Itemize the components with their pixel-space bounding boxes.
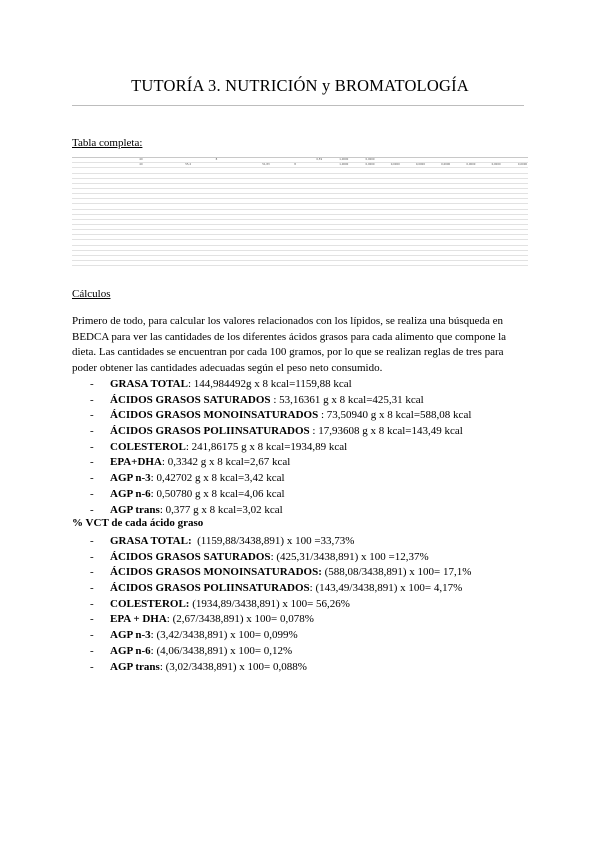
table-cell: 0,0000 bbox=[502, 163, 528, 168]
table-cell bbox=[376, 266, 401, 268]
list-item: - ÁCIDOS GRASOS SATURADOS : 53,16361 g x 8 kcal=425,31 kcal bbox=[90, 393, 424, 406]
table-cell: 0,0000 bbox=[451, 163, 476, 168]
calculations-heading: Cálculos bbox=[72, 288, 111, 300]
table-cell bbox=[96, 266, 121, 268]
table-cell: 51,83 bbox=[244, 163, 270, 168]
table-cell: 0,0000 bbox=[349, 158, 375, 163]
vct-heading: % VCT de cada ácido graso bbox=[72, 517, 204, 529]
list-item: - ÁCIDOS GRASOS MONOINSATURADOS : 73,50940 g x 8 kcal=588,08 kcal bbox=[90, 409, 472, 422]
table-label: Tabla completa: bbox=[72, 137, 143, 149]
table-cell bbox=[476, 266, 501, 268]
table-cell bbox=[166, 266, 192, 268]
title-divider bbox=[72, 105, 524, 106]
lipid-values-list bbox=[90, 377, 471, 518]
table-cell: 0,0000 bbox=[401, 163, 426, 168]
table-cell bbox=[297, 266, 323, 268]
table-cell bbox=[271, 266, 297, 268]
list-item: - AGP n-6: (4,06/3438,891) x 100= 0,12% bbox=[90, 644, 293, 657]
table-cell bbox=[244, 266, 270, 268]
table-cell: 8 bbox=[271, 163, 297, 168]
list-item: - AGP trans: 0,377 g x 8 kcal=3,02 kcal bbox=[90, 503, 283, 516]
list-item: - EPA+DHA: 0,3342 g x 8 kcal=2,67 kcal bbox=[90, 456, 291, 469]
table-cell: 0,0000 bbox=[426, 163, 451, 168]
table-cell: 40 bbox=[121, 163, 143, 168]
table-cell bbox=[72, 266, 96, 268]
table-cell bbox=[349, 266, 375, 268]
list-item: - AGP trans: (3,02/3438,891) x 100= 0,088% bbox=[90, 660, 307, 673]
list-item: - AGP n-3: (3,42/3438,891) x 100= 0,099% bbox=[90, 629, 298, 642]
page-title: TUTORÍA 3. NUTRICIÓN y BROMATOLOGÍA bbox=[131, 76, 469, 95]
list-item: - AGP n-6: 0,50780 g x 8 kcal=4,06 kcal bbox=[90, 487, 285, 500]
table-cell: 0,0000 bbox=[376, 163, 401, 168]
list-item: - ÁCIDOS GRASOS SATURADOS: (425,31/3438,891) x 100 =12,37% bbox=[90, 550, 429, 563]
table-cell bbox=[401, 266, 426, 268]
table-cell bbox=[121, 266, 143, 268]
table-cell: 1,0000 bbox=[323, 163, 349, 168]
table-cell: 0,0000 bbox=[349, 163, 375, 168]
list-item: - GRASA TOTAL: (1159,88/3438,891) x 100 =33,73% bbox=[90, 535, 355, 547]
table-cell: 40 bbox=[121, 158, 143, 163]
list-item: - COLESTEROL: 241,86175 g x 8 kcal=1934,89 kcal bbox=[90, 440, 348, 453]
spreadsheet-image bbox=[72, 153, 528, 268]
vct-values-list bbox=[90, 534, 471, 675]
list-item: - ÁCIDOS GRASOS MONOINSATURADOS: (588,08/3438,891) x 100= 17,1% bbox=[90, 566, 472, 579]
table-cell: 1,0000 bbox=[323, 158, 349, 163]
table-cell: 0,59 bbox=[297, 158, 323, 163]
table-cell: 8 bbox=[192, 158, 218, 163]
table-cell bbox=[451, 266, 476, 268]
table-cell: 55,4 bbox=[166, 163, 192, 168]
list-item: - AGP n-3: 0,42702 g x 8 kcal=3,42 kcal bbox=[90, 472, 285, 485]
list-item: - ÁCIDOS GRASOS POLIINSATURADOS : 17,93608 g x 8 kcal=143,49 kcal bbox=[90, 425, 463, 438]
list-item: - EPA + DHA: (2,67/3438,891) x 100= 0,078% bbox=[90, 613, 314, 626]
table-cell bbox=[426, 266, 451, 268]
spreadsheet-table bbox=[72, 153, 528, 268]
table-cell bbox=[502, 266, 528, 268]
table-cell bbox=[144, 266, 166, 268]
table-cell bbox=[192, 266, 218, 268]
intro-paragraph: Primero de todo, para calcular los valores relacionados con los lípidos, se realiza una búsqueda en BEDCA para ver las cantidades de los diferentes ácidos grasos para cada alimento que compone la dieta. Las cantidades se encuentran por cada 100 gramos, por lo que se realizan reglas de tres para poder obtener las cantidades adecuadas según el peso neto consumido. bbox=[72, 315, 507, 375]
table-row bbox=[72, 266, 528, 268]
table-cell bbox=[218, 266, 244, 268]
list-item: - COLESTEROL: (1934,89/3438,891) x 100= 56,26% bbox=[90, 597, 350, 610]
list-item: - GRASA TOTAL: 144,984492g x 8 kcal=1159,88 kcal bbox=[90, 378, 352, 390]
table-cell bbox=[323, 266, 349, 268]
table-cell: 0,0000 bbox=[476, 163, 501, 168]
list-item: - ÁCIDOS GRASOS POLIINSATURADOS: (143,49/3438,891) x 100= 4,17% bbox=[90, 582, 463, 595]
